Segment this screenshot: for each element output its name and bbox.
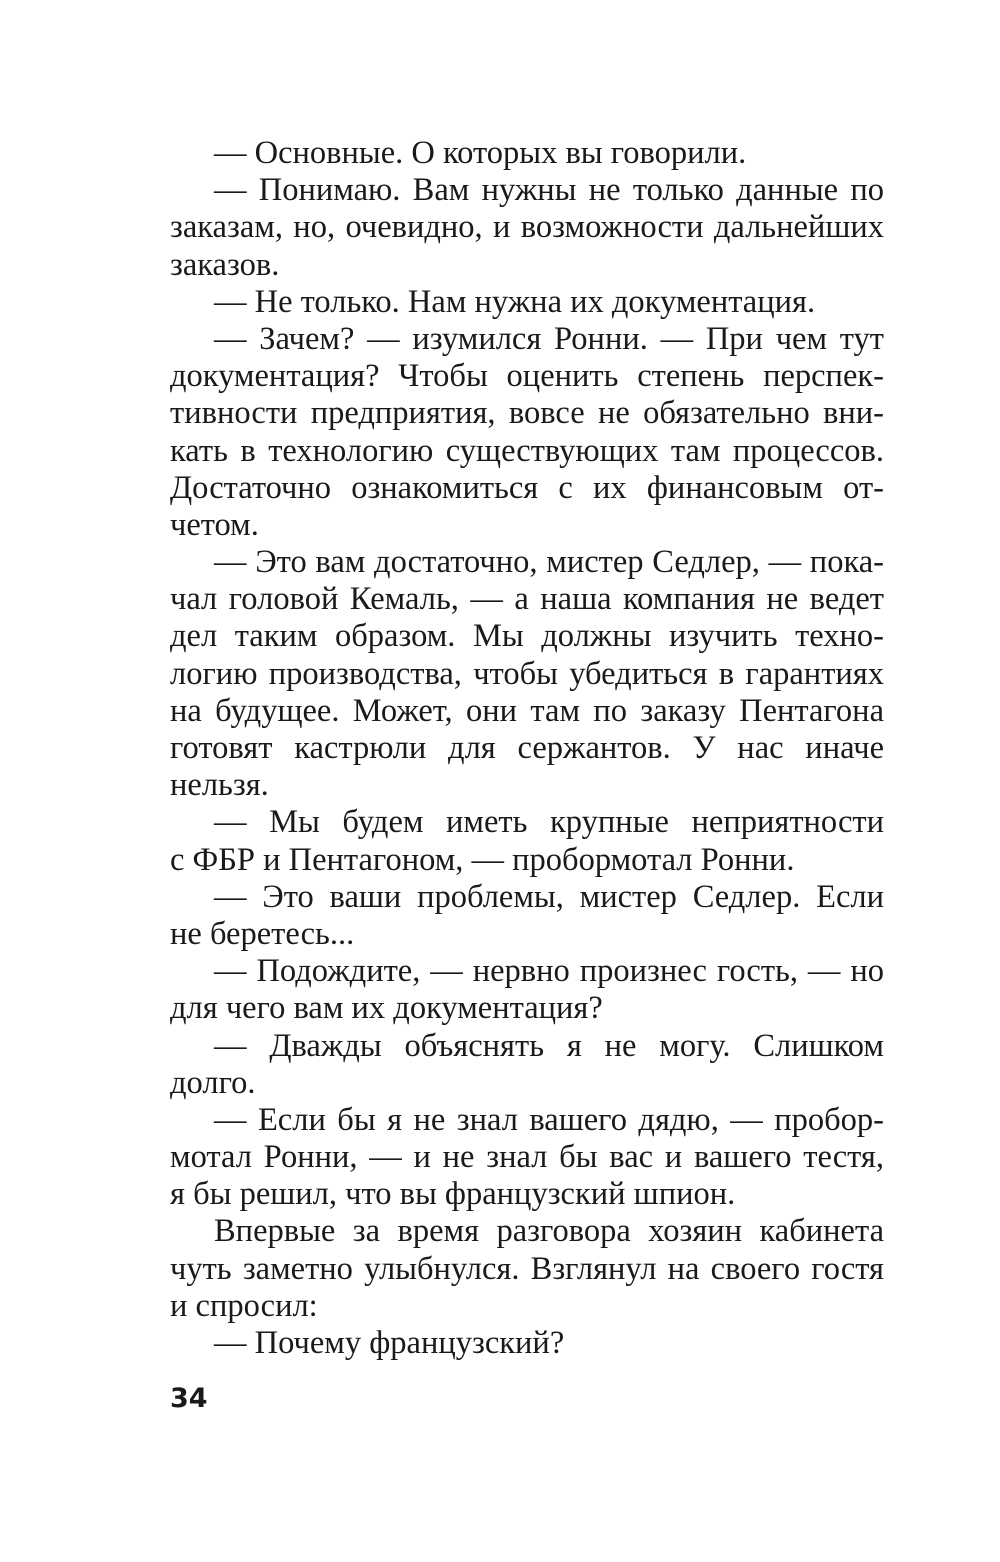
text-line: — Мы будем иметь крупные неприятности [214,804,884,841]
text-line: Достаточно ознакомиться с их финансовым от- [170,469,884,506]
text-line: Впервые за время разговора хозяин кабинета [214,1213,884,1250]
text-line: четом. [170,506,259,543]
text-line: и спросил: [170,1287,318,1324]
text-line: мотал Ронни, — и не знал бы вас и вашего тестя, [170,1139,884,1176]
page-number: 34 [170,1383,208,1414]
text-line: кать в технологию существующих там процессов. [170,432,884,469]
text-line: — Зачем? — изумился Ронни. — При чем тут [214,320,884,357]
text-line: — Почему французский? [214,1325,565,1361]
text-line: тивности предприятия, вовсе не обязательно вни- [170,395,884,432]
text-line: заказов. [170,246,280,283]
text-line: готовят кастрюли для сержантов. У нас иначе [170,730,884,766]
text-line: нельзя. [170,767,269,804]
text-line: на будущее. Может, они там по заказу Пентагона [170,692,884,729]
text-line: с ФБР и Пентагоном, — пробормотал Ронни. [170,841,795,878]
text-line: документация? Чтобы оценить степень перспек- [170,358,884,395]
text-line: — Понимаю. Вам нужны не только данные по [214,172,884,209]
page-body-text [170,135,884,1362]
text-line: — Это вам достаточно, мистер Седлер, — пока- [214,544,884,581]
text-line: чуть заметно улыбнулся. Взглянул на своего гостя [170,1250,884,1287]
text-line: — Это ваши проблемы, мистер Седлер. Если [214,878,884,915]
text-line: я бы решил, что вы французский шпион. [170,1176,736,1213]
text-line: — Если бы я не знал вашего дядю, — пробор- [214,1101,884,1138]
text-line: — Основные. О которых вы говорили. [214,135,747,171]
text-line: не беретесь... [170,915,355,952]
text-line: логию производства, чтобы убедиться в гарантиях [170,655,884,692]
text-line: долго. [170,1064,256,1101]
text-line: дел таким образом. Мы должны изучить техно- [170,618,884,655]
text-line: заказам, но, очевидно, и возможности дальнейших [170,209,884,246]
text-line: — Подождите, — нервно произнес гость, — но [214,953,884,990]
text-line: — Не только. Нам нужна их документация. [214,283,816,320]
text-line: — Дважды объяснять я не могу. Слишком [214,1027,884,1064]
text-line: чал головой Кемаль, — а наша компания не ведет [170,581,884,618]
text-line: для чего вам их документация? [170,990,603,1027]
